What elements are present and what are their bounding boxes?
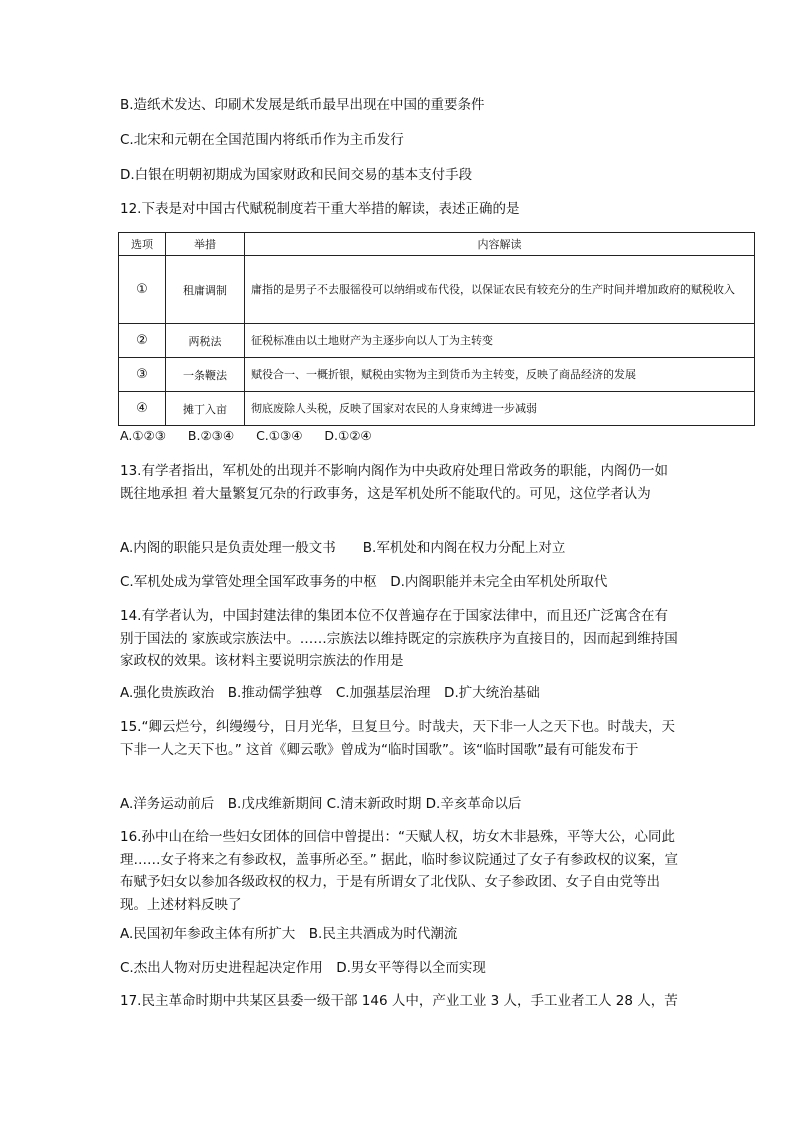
q11-option-d: D.白银在明朝初期成为国家财政和民间交易的基本支付手段 — [120, 167, 473, 183]
table-row — [119, 392, 755, 426]
header-interpretation: 内容解读 — [245, 233, 755, 256]
q12-answer-options — [120, 428, 390, 443]
row-measure: 摊丁入亩 — [166, 392, 245, 426]
row-interpretation: 赋役合一、一概折银，赋税由实物为主到货币为主转变，反映了商品经济的发展 — [245, 358, 755, 392]
row-number: ④ — [119, 392, 166, 426]
row-number: ② — [119, 324, 166, 358]
q14-options: A.强化贵族政治 B.推动儒学独尊 C.加强基层治理 D.扩大统治基础 — [120, 685, 540, 701]
row-interpretation: 征税标准由以土地财产为主逐步向以人丁为主转变 — [245, 324, 755, 358]
row-number: ③ — [119, 358, 166, 392]
q12-answer-b: B.②③④ — [187, 428, 235, 443]
table-row — [119, 324, 755, 358]
table-header-row — [119, 233, 755, 256]
q12-answer-d: D.①②④ — [324, 428, 372, 443]
tax-reform-table — [118, 232, 755, 426]
q13-stem: 13.有学者指出，军机处的出现并不影响内阁作为中央政府处理日常政务的职能，内阁仍一如既往地承担 着大量繁复冗杂的行政事务，这是军机处所不能取代的。可见，这位学者认为 — [120, 463, 668, 502]
q12-stem: 12.下表是对中国古代赋税制度若干重大举措的解读，表述正确的是 — [120, 201, 520, 217]
row-number: ① — [119, 256, 166, 324]
q11-option-b: B.造纸术发达、印刷术发展是纸币最早出现在中国的重要条件 — [120, 97, 485, 113]
header-option: 选项 — [119, 233, 166, 256]
table-row — [119, 256, 755, 324]
q13-options-line1: A.内阁的职能只是负责处理一般文书 B.军机处和内阁在权力分配上对立 — [120, 540, 566, 556]
table-row — [119, 358, 755, 392]
q11-option-c: C.北宋和元朝在全国范围内将纸币作为主币发行 — [120, 132, 404, 148]
row-measure: 两税法 — [166, 324, 245, 358]
row-interpretation: 彻底废除人头税，反映了国家对农民的人身束缚进一步减弱 — [245, 392, 755, 426]
row-measure: 租庸调制 — [166, 256, 245, 324]
q12-answer-c: C.①③④ — [256, 428, 303, 443]
q13-options-line2: C.军机处成为掌管处理全国军政事务的中枢 D.内阁职能并未完全由军机处所取代 — [120, 574, 608, 590]
row-measure: 一条鞭法 — [166, 358, 245, 392]
q16-options-line1: A.民国初年参政主体有所扩大 B.民主共酒成为时代潮流 — [120, 926, 458, 942]
q16-stem: 16.孙中山在给一些妇女团体的回信中曾提出：“天赋人权，坊女木非悬殊，平等大公，心同此理……女子将来之有参政权，盖事所必至。” 据此，临时参议院通过了女子有参政权的议案，宣布赋予妇女以参加各级政权的权力，于是有所谓女了北伐队、女子参政团、女子自由党等出现。上述材料反映了 — [120, 829, 679, 913]
q16-options-line2: C.杰出人物对历史进程起决定作用 D.男女平等得以全而实现 — [120, 960, 486, 976]
header-measure: 举措 — [166, 233, 245, 256]
q14-stem: 14.有学者认为，中国封建法律的集团本位不仅普遍存在于国家法律中，而且还广泛寓含在有别于国法的 家族或宗族法中。……宗族法以维持既定的宗族秩序为直接目的，因而起到维持国家政权的效果。该材料主要说明宗族法的作用是 — [120, 608, 678, 669]
q15-stem: 15.“卿云烂兮，纠缦缦兮，日月光华，旦复旦兮。时哉夫，天下非一人之天下也。时哉夫，天下非一人之天下也。” 这首《卿云歌》曾成为“临时国歌”。该“临时国歌”最有可能发布于 — [120, 719, 675, 758]
q15-options: A.洋务运动前后 B.戊戌维新期间 C.清末新政时期 D.辛亥革命以后 — [120, 796, 522, 812]
row-interpretation: 庸指的是男子不去服徭役可以纳绢或布代役，以保证农民有较充分的生产时间并增加政府的赋税收入 — [245, 256, 755, 324]
q17-stem: 17.民主革命时期中共某区县委一级干部 146 人中，产业工业 3 人，手工业者工人 28 人，苦 — [120, 993, 678, 1009]
q12-answer-a: A.①②③ — [120, 428, 166, 443]
